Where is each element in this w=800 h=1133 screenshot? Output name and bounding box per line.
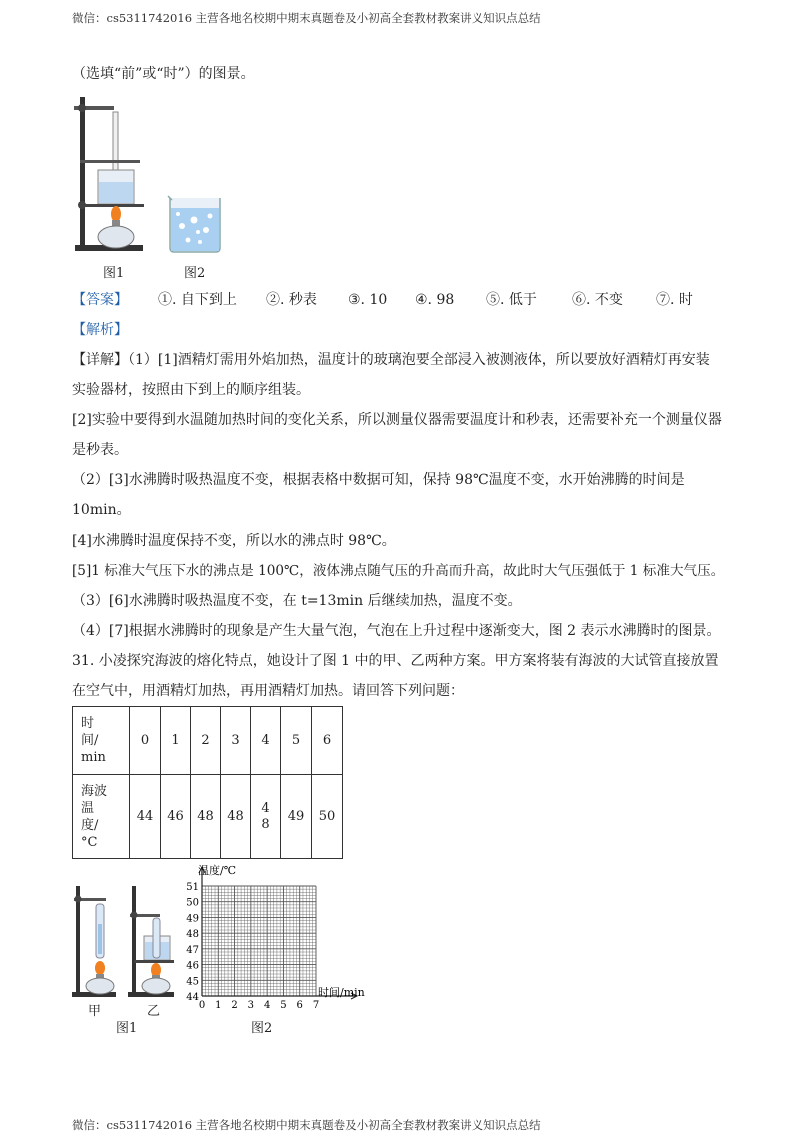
detail-line: （3）[6]水沸腾时吸热温度不变，在 t=13min 后继续加热，温度不变。 bbox=[72, 593, 522, 609]
table-cell: 48 bbox=[191, 775, 221, 859]
table-row-time bbox=[73, 707, 343, 775]
page-header: 微信：cs5311742016 主营各地名校期中期末真题卷及小初高全套教材教案讲义知识点总结 bbox=[72, 11, 541, 25]
figure-1-bottom-caption: 图1 bbox=[116, 1021, 138, 1036]
table-cell: 44 bbox=[130, 775, 161, 859]
table-cell: 6 bbox=[312, 707, 343, 775]
x-tick-label: 5 bbox=[280, 1000, 287, 1011]
page-footer: 微信：cs5311742016 主营各地名校期中期末真题卷及小初高全套教材教案讲义知识点总结 bbox=[72, 1118, 541, 1132]
table-cell: 4 bbox=[251, 707, 281, 775]
table-cell: 4 8 bbox=[251, 775, 281, 859]
figure-1-melting-apparatus bbox=[70, 880, 180, 1000]
y-tick-label: 47 bbox=[186, 944, 199, 956]
answer-item: ③. 10 bbox=[348, 292, 388, 308]
detail-line: [5]1 标准大气压下水的沸点是 100℃，液体沸点随气压的升高而升高，故此时大气压强低于 1 标准大气压。 bbox=[72, 563, 725, 579]
detail-line: [4]水沸腾时温度保持不变，所以水的沸点时 98℃。 bbox=[72, 533, 396, 549]
y-tick-label: 50 bbox=[186, 897, 199, 909]
chart-y-tick-labels bbox=[186, 882, 199, 1003]
table-row-temperature bbox=[73, 775, 343, 859]
figure-1-caption: 图1 bbox=[103, 266, 125, 281]
table-cell: 5 bbox=[281, 707, 312, 775]
melting-data-table bbox=[72, 706, 343, 859]
y-tick-label: 51 bbox=[186, 882, 199, 893]
time-header-cell: 时 间/ min bbox=[73, 707, 130, 775]
figure-2-bottom-caption: 图2 bbox=[251, 1021, 273, 1036]
figure-1-boiling-apparatus bbox=[70, 92, 230, 258]
temp-header-cell: 海波 温 度/ °C bbox=[73, 775, 130, 859]
x-tick-label: 6 bbox=[296, 1000, 303, 1011]
x-tick-label: 0 bbox=[198, 1000, 206, 1011]
answer-item: ④. 98 bbox=[415, 292, 455, 308]
detail-line: 实验器材，按照由下到上的顺序组装。 bbox=[72, 382, 310, 398]
answer-label: 【答案】 bbox=[72, 292, 128, 308]
detail-line: 【详解】（1）[1]酒精灯需用外焰加热，温度计的玻璃泡要全部浸入被测液体，所以要放好酒精灯再安装 bbox=[72, 352, 710, 368]
x-tick-label: 3 bbox=[247, 1000, 255, 1011]
table-cell: 46 bbox=[161, 775, 191, 859]
analysis-label: 【解析】 bbox=[72, 322, 128, 338]
y-tick-label: 45 bbox=[186, 976, 199, 988]
table-cell: 50 bbox=[312, 775, 343, 859]
x-tick-label: 2 bbox=[231, 1000, 238, 1011]
table-cell: 3 bbox=[221, 707, 251, 775]
detail-line: 是秒表。 bbox=[72, 442, 128, 458]
table-cell: 0 bbox=[130, 707, 161, 775]
y-tick-label: 46 bbox=[186, 960, 199, 972]
x-tick-label: 4 bbox=[263, 1000, 271, 1011]
table-cell: 49 bbox=[281, 775, 312, 859]
label-yi: 乙 bbox=[147, 1004, 161, 1019]
y-tick-label: 49 bbox=[186, 913, 199, 925]
detail-line: （4）[7]根据水沸腾时的现象是产生大量气泡，气泡在上升过程中逐渐变大，图 2 表示水沸腾时的图景。 bbox=[72, 623, 721, 639]
answer-item: ①. 自下到上 bbox=[158, 292, 237, 308]
chart-x-tick-labels bbox=[199, 1000, 319, 1011]
x-tick-label: 7 bbox=[312, 1000, 320, 1011]
table-cell: 1 bbox=[161, 707, 191, 775]
chart-grid bbox=[202, 886, 316, 996]
answer-item: ⑥. 不变 bbox=[572, 292, 623, 308]
answer-row bbox=[72, 290, 772, 310]
table-cell: 48 bbox=[221, 775, 251, 859]
chart-y-axis-label: 温度/℃ bbox=[198, 864, 237, 877]
detail-line: 10min。 bbox=[72, 502, 131, 518]
x-tick-label: 1 bbox=[215, 1000, 222, 1011]
y-tick-label: 44 bbox=[186, 992, 199, 1003]
question-31-line: 31. 小凌探究海波的熔化特点，她设计了图 1 中的甲、乙两种方案。甲方案将装有海波的大试管直接放置 bbox=[72, 653, 719, 669]
answer-item: ⑦. 时 bbox=[656, 292, 693, 308]
detail-line: [2]实验中要得到水温随加热时间的变化关系，所以测量仪器需要温度计和秒表，还需要补充一个测量仪器 bbox=[72, 412, 722, 428]
question-31-line: 在空气中，用酒精灯加热，再用酒精灯加热。请回答下列问题： bbox=[72, 683, 464, 699]
answer-item: ⑤. 低于 bbox=[486, 292, 537, 308]
y-tick-label: 48 bbox=[186, 929, 199, 941]
table-cell: 2 bbox=[191, 707, 221, 775]
figure-2-caption: 图2 bbox=[184, 266, 206, 281]
temperature-time-grid-chart bbox=[180, 860, 380, 1020]
detail-line: （2）[3]水沸腾时吸热温度不变，根据表格中数据可知，保持 98℃温度不变，水开始沸腾的时间是 bbox=[72, 472, 685, 488]
intro-line: （选填“前”或“时”）的图景。 bbox=[72, 66, 255, 82]
answer-item: ②. 秒表 bbox=[266, 292, 317, 308]
label-jia: 甲 bbox=[88, 1004, 102, 1019]
chart-x-axis-label: 时间/min bbox=[318, 986, 365, 999]
